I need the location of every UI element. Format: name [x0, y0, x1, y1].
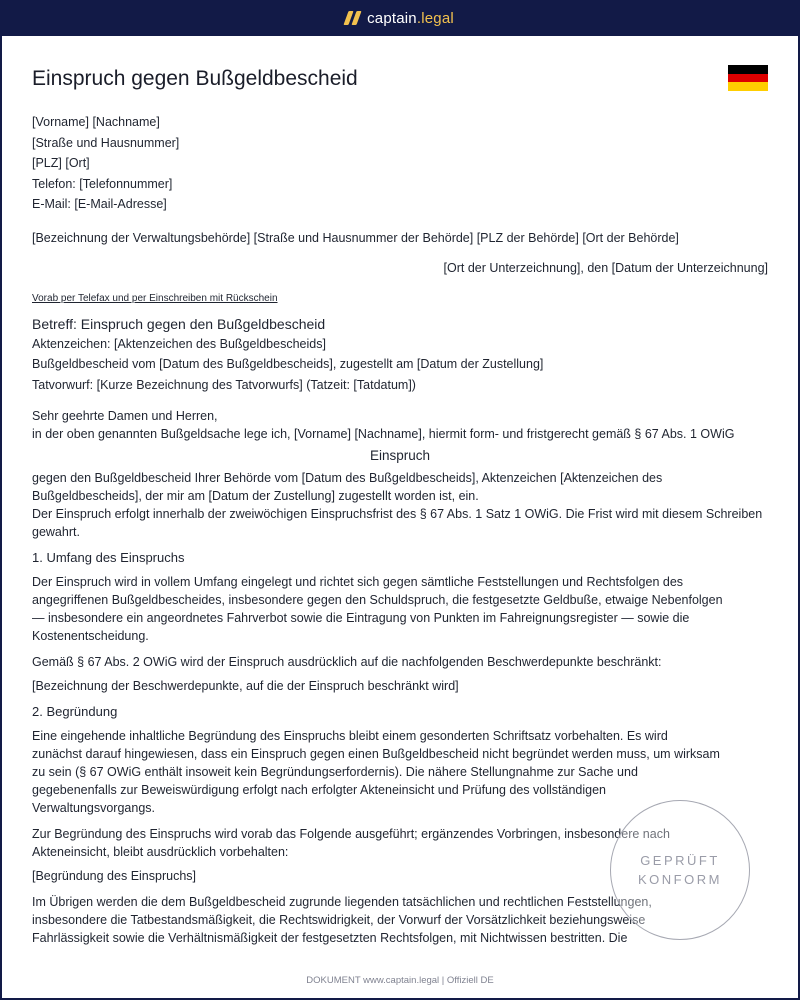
brand-name: captain: [367, 9, 417, 27]
remaining-line: Im Übrigen werden die dem Bußgeldbescheid zugrunde liegenden tatsächlichen und rechtlichen Feststellungen,: [32, 895, 652, 910]
delivery-note: Vorab per Telefax und per Einschreiben mit Rückschein: [32, 292, 278, 304]
sender-city: [PLZ] [Ort]: [32, 156, 90, 171]
section-2-heading: 2. Begründung: [32, 704, 118, 720]
sender-phone: Telefon: [Telefonnummer]: [32, 176, 173, 191]
section-2-line: zunächst darauf hingewiesen, dass ein Einspruch gegen einen Bußgeldbescheid nicht begründet werden muss, um wirksam: [32, 747, 720, 762]
section-1-paragraph: [32, 573, 768, 645]
sender-address: [32, 112, 768, 215]
salutation: Sehr geehrte Damen und Herren,: [32, 409, 218, 424]
stamp-line-2: KONFORM: [638, 872, 722, 887]
limitation-text: Gemäß § 67 Abs. 2 OWiG wird der Einspruch ausdrücklich auf die nachfolgenden Beschwerdepunkte beschränkt:: [32, 655, 662, 670]
einspruch-heading: Einspruch: [369, 448, 431, 464]
brand-logo[interactable]: [346, 10, 454, 27]
brand-tld: .legal: [416, 9, 454, 27]
pre-reasoning-line: Akteneinsicht, bleibt ausdrücklich vorbehalten:: [32, 845, 289, 860]
deadline-paragraph: Der Einspruch erfolgt innerhalb der zweiwöchigen Einspruchsfrist des § 67 Abs. 1 Satz 1 OWiG. Die Frist wird mit diesem Schreiben gewahrt.: [32, 507, 763, 540]
frame-border-left: [0, 36, 2, 1000]
sender-email: E-Mail: [E-Mail-Adresse]: [32, 197, 167, 212]
file-number: Aktenzeichen: [Aktenzeichen des Bußgeldbescheids]: [32, 336, 326, 351]
sender-street: [Straße und Hausnummer]: [32, 135, 180, 150]
germany-flag-icon: [728, 65, 768, 91]
notice-date: Bußgeldbescheid vom [Datum des Bußgeldbescheids], zugestellt am [Datum der Zustellung]: [32, 357, 544, 372]
recipient-address: [Bezeichnung der Verwaltungsbehörde] [Straße und Hausnummer der Behörde] [PLZ der Behörde] [Ort der Behörde]: [32, 230, 679, 245]
double-slash-logo-icon: [344, 11, 362, 25]
section-2-line: zu sein (§ 67 OWiG enthält insoweit kein Begründungserfordernis). Die nähere Stellungnahme zur Sache und: [32, 765, 638, 780]
section-2-line: Eine eingehende inhaltliche Begründung des Einspruchs bleibt einem gesonderten Schriftsatz vorbehalten. Es wird: [32, 729, 668, 744]
subject-line: Betreff: Einspruch gegen den Bußgeldbescheid: [32, 315, 326, 332]
top-bar: [0, 0, 800, 36]
approval-stamp: [610, 800, 750, 940]
section-1-line: Der Einspruch wird in vollem Umfang eingelegt und richtet sich gegen sämtliche Feststellungen und Rechtsfolgen des: [32, 575, 684, 590]
limitation-placeholder: [Bezeichnung der Beschwerdepunkte, auf die der Einspruch beschränkt wird]: [32, 679, 459, 694]
einspruch-paragraph: gegen den Bußgeldbescheid Ihrer Behörde vom [Datum des Bußgeldbescheids], Aktenzeichen [Aktenzeichen des Bußgeldbescheids], der mir am [Datum der Zustellung] zugestellt worden ist, ein.: [32, 471, 663, 504]
section-1-line: Kostenentscheidung.: [32, 629, 149, 644]
section-1-heading: 1. Umfang des Einspruchs: [32, 550, 185, 566]
section-2-line: gegebenenfalls zur Beweiswürdigung erfolgt nach erfolgter Akteneinsicht und Prüfung des vollständigen: [32, 783, 606, 798]
document-title: Einspruch gegen Bußgeldbescheid: [32, 67, 358, 90]
section-1-line: angegriffenen Bußgeldbescheides, insbesondere gegen den Schuldspruch, die festgesetzte Geldbuße, etwaige Nebenfolgen: [32, 593, 723, 608]
stamp-line-1: GEPRÜFT: [640, 853, 720, 868]
sender-name: [Vorname] [Nachname]: [32, 115, 160, 129]
place-date: [Ort der Unterzeichnung], den [Datum der Unterzeichnung]: [443, 260, 768, 275]
pre-reasoning-line: Zur Begründung des Einspruchs wird vorab das Folgende ausgeführt; ergänzendes Vorbringen, insbesondere nach: [32, 827, 670, 842]
remaining-line: insbesondere die Tatbestandsmäßigkeit, die Rechtswidrigkeit, der Vorwurf der Vorsätzlichkeit beziehungsweise: [32, 913, 646, 928]
intro-paragraph: in der oben genannten Bußgeldsache lege ich, [Vorname] [Nachname], hiermit form- und fristgerecht gemäß § 67 Abs. 1 OWiG: [32, 427, 735, 442]
remaining-line: Fahrlässigkeit sowie die Verhältnismäßigkeit der festgesetzten Rechtsfolgen, mit Nichtwissen bestritten. Die: [32, 931, 628, 946]
page-footer: DOKUMENT www.captain.legal | Offiziell DE: [306, 975, 494, 986]
section-2-line: Verwaltungsvorgangs.: [32, 801, 155, 816]
section-1-line: — insbesondere ein angeordnetes Fahrverbot sowie die Eintragung von Punkten im Fahreignungsregister — sowie die: [32, 611, 690, 626]
reasoning-placeholder: [Begründung des Einspruchs]: [32, 869, 196, 884]
accusation: Tatvorwurf: [Kurze Bezeichnung des Tatvorwurfs] (Tatzeit: [Tatdatum]): [32, 377, 416, 392]
